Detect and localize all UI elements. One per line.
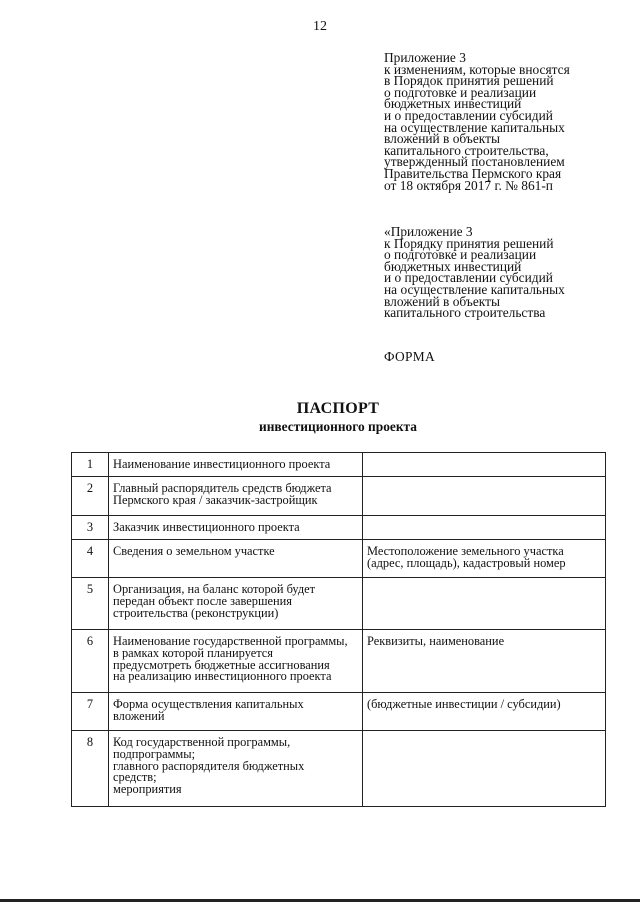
row-value-line: (бюджетные инвестиции / субсидии) — [367, 697, 561, 711]
row-label-line: передан объект после завершения — [113, 593, 292, 608]
row-value — [363, 516, 606, 540]
row-label-line: на реализацию инвестиционного проекта — [113, 669, 332, 684]
appendix-header-line: на осуществление капитальных — [384, 119, 565, 135]
appendix-quote-line: на осуществление капитальных — [384, 281, 565, 297]
row-value — [363, 731, 606, 807]
row-value-line: Реквизиты, наименование — [367, 634, 505, 648]
row-value — [363, 453, 606, 477]
row-label-line: Наименование государственной программы, — [113, 634, 348, 648]
row-label — [109, 630, 363, 693]
table-row — [72, 731, 606, 807]
row-value-line: Местоположение земельного участка — [367, 544, 564, 558]
appendix-header-line: к изменениям, которые вносятся — [384, 61, 570, 77]
row-value — [363, 630, 606, 693]
row-label-line: строительства (реконструкции) — [113, 605, 279, 620]
row-label-line: вложений — [113, 708, 165, 723]
appendix-quote-line: о подготовке и реализации — [384, 247, 537, 263]
row-value — [363, 477, 606, 516]
row-label-line: Пермского края / заказчик-застройщик — [113, 492, 318, 507]
row-label-line: мероприятия — [113, 782, 182, 797]
page-number: 12 — [313, 19, 327, 34]
row-label — [109, 516, 363, 540]
row-value — [363, 693, 606, 731]
row-value-line: (адрес, площадь), кадастровый номер — [367, 555, 566, 570]
appendix-header-line: утвержденный постановлением — [384, 154, 565, 170]
row-label-line: Форма осуществления капитальных — [113, 697, 304, 711]
appendix-quote — [384, 226, 634, 319]
row-label — [109, 540, 363, 578]
document-title: ПАСПОРТ — [296, 400, 380, 417]
row-number: 4 — [72, 540, 109, 578]
appendix-header-line: вложений в объекты — [384, 131, 500, 147]
row-label-line: в рамках которой планируется — [113, 645, 274, 660]
appendix-header-line: капитального строительства, — [384, 142, 549, 158]
appendix-header-line: Правительства Пермского края — [384, 165, 562, 181]
document-subtitle: инвестиционного проекта — [258, 419, 417, 434]
appendix-quote-line: и о предоставлении субсидий — [384, 270, 553, 286]
row-number: 2 — [72, 477, 109, 516]
appendix-quote-line: капитального строительства — [384, 305, 546, 321]
row-label-line: средств; — [113, 770, 157, 785]
row-number: 7 — [72, 693, 109, 731]
row-label-line: главного распорядителя бюджетных — [113, 758, 305, 773]
row-label-line: Организация, на баланс которой будет — [113, 582, 316, 596]
row-label-line: Наименование инвестиционного проекта — [113, 457, 331, 471]
row-number: 5 — [72, 578, 109, 630]
row-label-line: Сведения о земельном участке — [113, 544, 275, 558]
table-row — [72, 516, 606, 540]
row-label-line: Заказчик инвестиционного проекта — [113, 520, 300, 534]
table-row — [72, 453, 606, 477]
row-value — [363, 540, 606, 578]
appendix-header-line: Приложение 3 — [384, 50, 466, 65]
row-number: 3 — [72, 516, 109, 540]
row-label-line: подпрограммы; — [113, 746, 196, 761]
appendix-header — [384, 52, 634, 191]
table-row — [72, 578, 606, 630]
table-row — [72, 693, 606, 731]
appendix-header-line: бюджетных инвестиций — [384, 96, 522, 112]
table-row — [72, 477, 606, 516]
row-number: 8 — [72, 731, 109, 807]
row-value — [363, 578, 606, 630]
passport-table — [71, 452, 606, 807]
row-label — [109, 453, 363, 477]
row-number: 6 — [72, 630, 109, 693]
appendix-header-line: в Порядок принятия решений — [384, 73, 554, 89]
appendix-quote-line: бюджетных инвестиций — [384, 258, 522, 274]
row-label-line: предусмотреть бюджетные ассигнования — [113, 657, 330, 672]
row-label — [109, 731, 363, 807]
row-label — [109, 477, 363, 516]
table-row — [72, 630, 606, 693]
appendix-header-line: от 18 октября 2017 г. № 861-п — [384, 177, 553, 193]
row-number: 1 — [72, 453, 109, 477]
scan-edge-rule — [0, 899, 640, 902]
row-label-line: Код государственной программы, — [113, 735, 291, 749]
appendix-quote-line: к Порядку принятия решений — [384, 235, 554, 251]
row-label — [109, 578, 363, 630]
form-label: ФОРМА — [384, 349, 435, 364]
row-label-line: Главный распорядитель средств бюджета — [113, 481, 332, 495]
appendix-quote-line: «Приложение 3 — [384, 224, 473, 239]
row-label — [109, 693, 363, 731]
appendix-header-line: о подготовке и реализации — [384, 84, 537, 100]
appendix-header-line: и о предоставлении субсидий — [384, 107, 553, 123]
appendix-quote-line: вложений в объекты — [384, 293, 500, 309]
table-row — [72, 540, 606, 578]
